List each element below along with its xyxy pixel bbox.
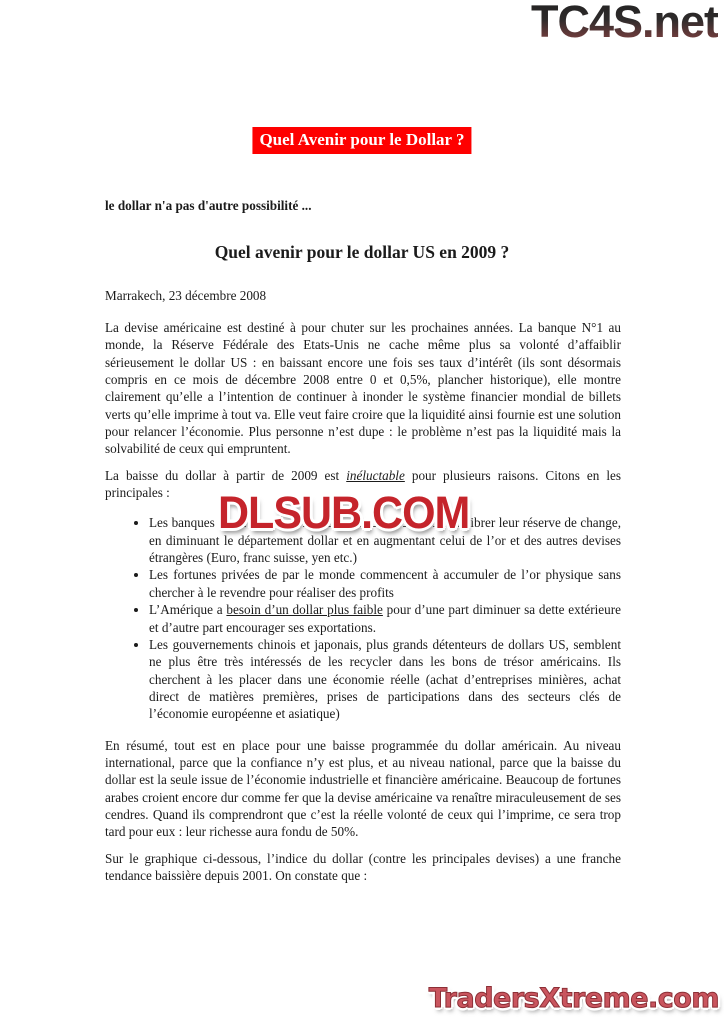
list-item-central-banks-post: quilibrer leur réserve de change, en diminuant le département dollar et en augmentant celui de l’or et des autres devises étrangères (Euro, franc suisse, yen etc.): [149, 515, 621, 566]
list-item-central-banks-pre: Les banques: [149, 515, 219, 531]
paragraph-reasons-pre: La baisse du dollar à partir de 2009 est: [105, 467, 347, 483]
list-item-weak-dollar-pre: L’Amérique a: [149, 602, 227, 618]
article-body: [105, 319, 621, 893]
list-item-weak-dollar: [149, 601, 621, 636]
tc4s-site-logo: TC4S.net: [531, 0, 718, 48]
paragraph-summary: En résumé, tout est en place pour une baisse programmée du dollar américain. Au niveau international, parce que la confiance n’y est plus, et au niveau national, parce que la baisse du dollar est la seule issue de l’économie industrielle et financière américaine. Beaucoup de fortunes arabes croient encore dur comme fer que la devise américaine va renaître miraculeusement de ses cendres. Quand ils comprendront que c’est la réelle volonté de ceux qui l’imprime, ce sera trop tard pour eux : leur richesse aura fondu de 50%.: [105, 737, 621, 840]
list-item-china-japan: • Les gouvernements chinois et japonais, plus grands détenteurs de dollars US, semblent ne plus être très intéressés de les recycler dans les bons de trésor américains. Ils cherchent à les placer dans une économie réelle (achat d’entreprises minières, achat direct de matières premières, prises de participations dans des secteurs clés de l’économie européenne et asiatique): [149, 636, 621, 723]
banner-title: Quel Avenir pour le Dollar ?: [252, 127, 471, 154]
paragraph-reasons-post: pour plusieurs raisons. Citons en les principales :: [105, 467, 621, 501]
article-heading: Quel avenir pour le dollar US en 2009 ?: [214, 242, 510, 262]
paragraph-reasons-emphasis: inéluctable: [346, 467, 405, 483]
list-item-weak-dollar-underlined: besoin d’un dollar plus faible: [226, 602, 383, 618]
list-item-private-fortunes: • Les fortunes privées de par le monde commencent à accumuler de l’or physique sans chercher à le revendre pour réaliser des profits: [149, 566, 621, 601]
dlsub-watermark: DLSUB.COM: [218, 488, 470, 539]
paragraph-intro: La devise américaine est destiné à pour chuter sur les prochaines années. La banque N°1 au monde, la Réserve Fédérale des Etats-Unis ne cache même plus sa volonté d’affaiblir sérieusement le dollar US : en baissant encore une fois ses taux d’intérêt (ils sont désormais compris en ce mois de décembre 2008 entre 0 et 0,5%, plancher historique), elle montre clairement qu’elle a l’intention de continuer à inonder le système financier mondial de billets verts qu’elle imprime à tout va. Elle veut faire croire que la liquidité ainsi fournie est une solution pour relancer l’économie. Plus personne n’est dupe : le problème n’est pas la liquidité mais la solvabilité de ceux qui empruntent.: [105, 320, 621, 457]
paragraph-chart-note: Sur le graphique ci-dessous, l’indice du dollar (contre les principales devises) a une franche tendance baissière depuis 2001. On constate que :: [105, 850, 621, 883]
tradersxtreme-site-logo: TradersXtreme.com: [428, 983, 719, 1014]
list-item-weak-dollar-post: pour d’une part diminuer sa dette extérieure et d’autre part encourager ses exportations.: [149, 602, 621, 635]
reasons-list: [105, 514, 621, 722]
dateline: Marrakech, 23 décembre 2008: [105, 288, 267, 303]
kicker-line: le dollar n'a pas d'autre possibilité ...: [105, 198, 312, 213]
